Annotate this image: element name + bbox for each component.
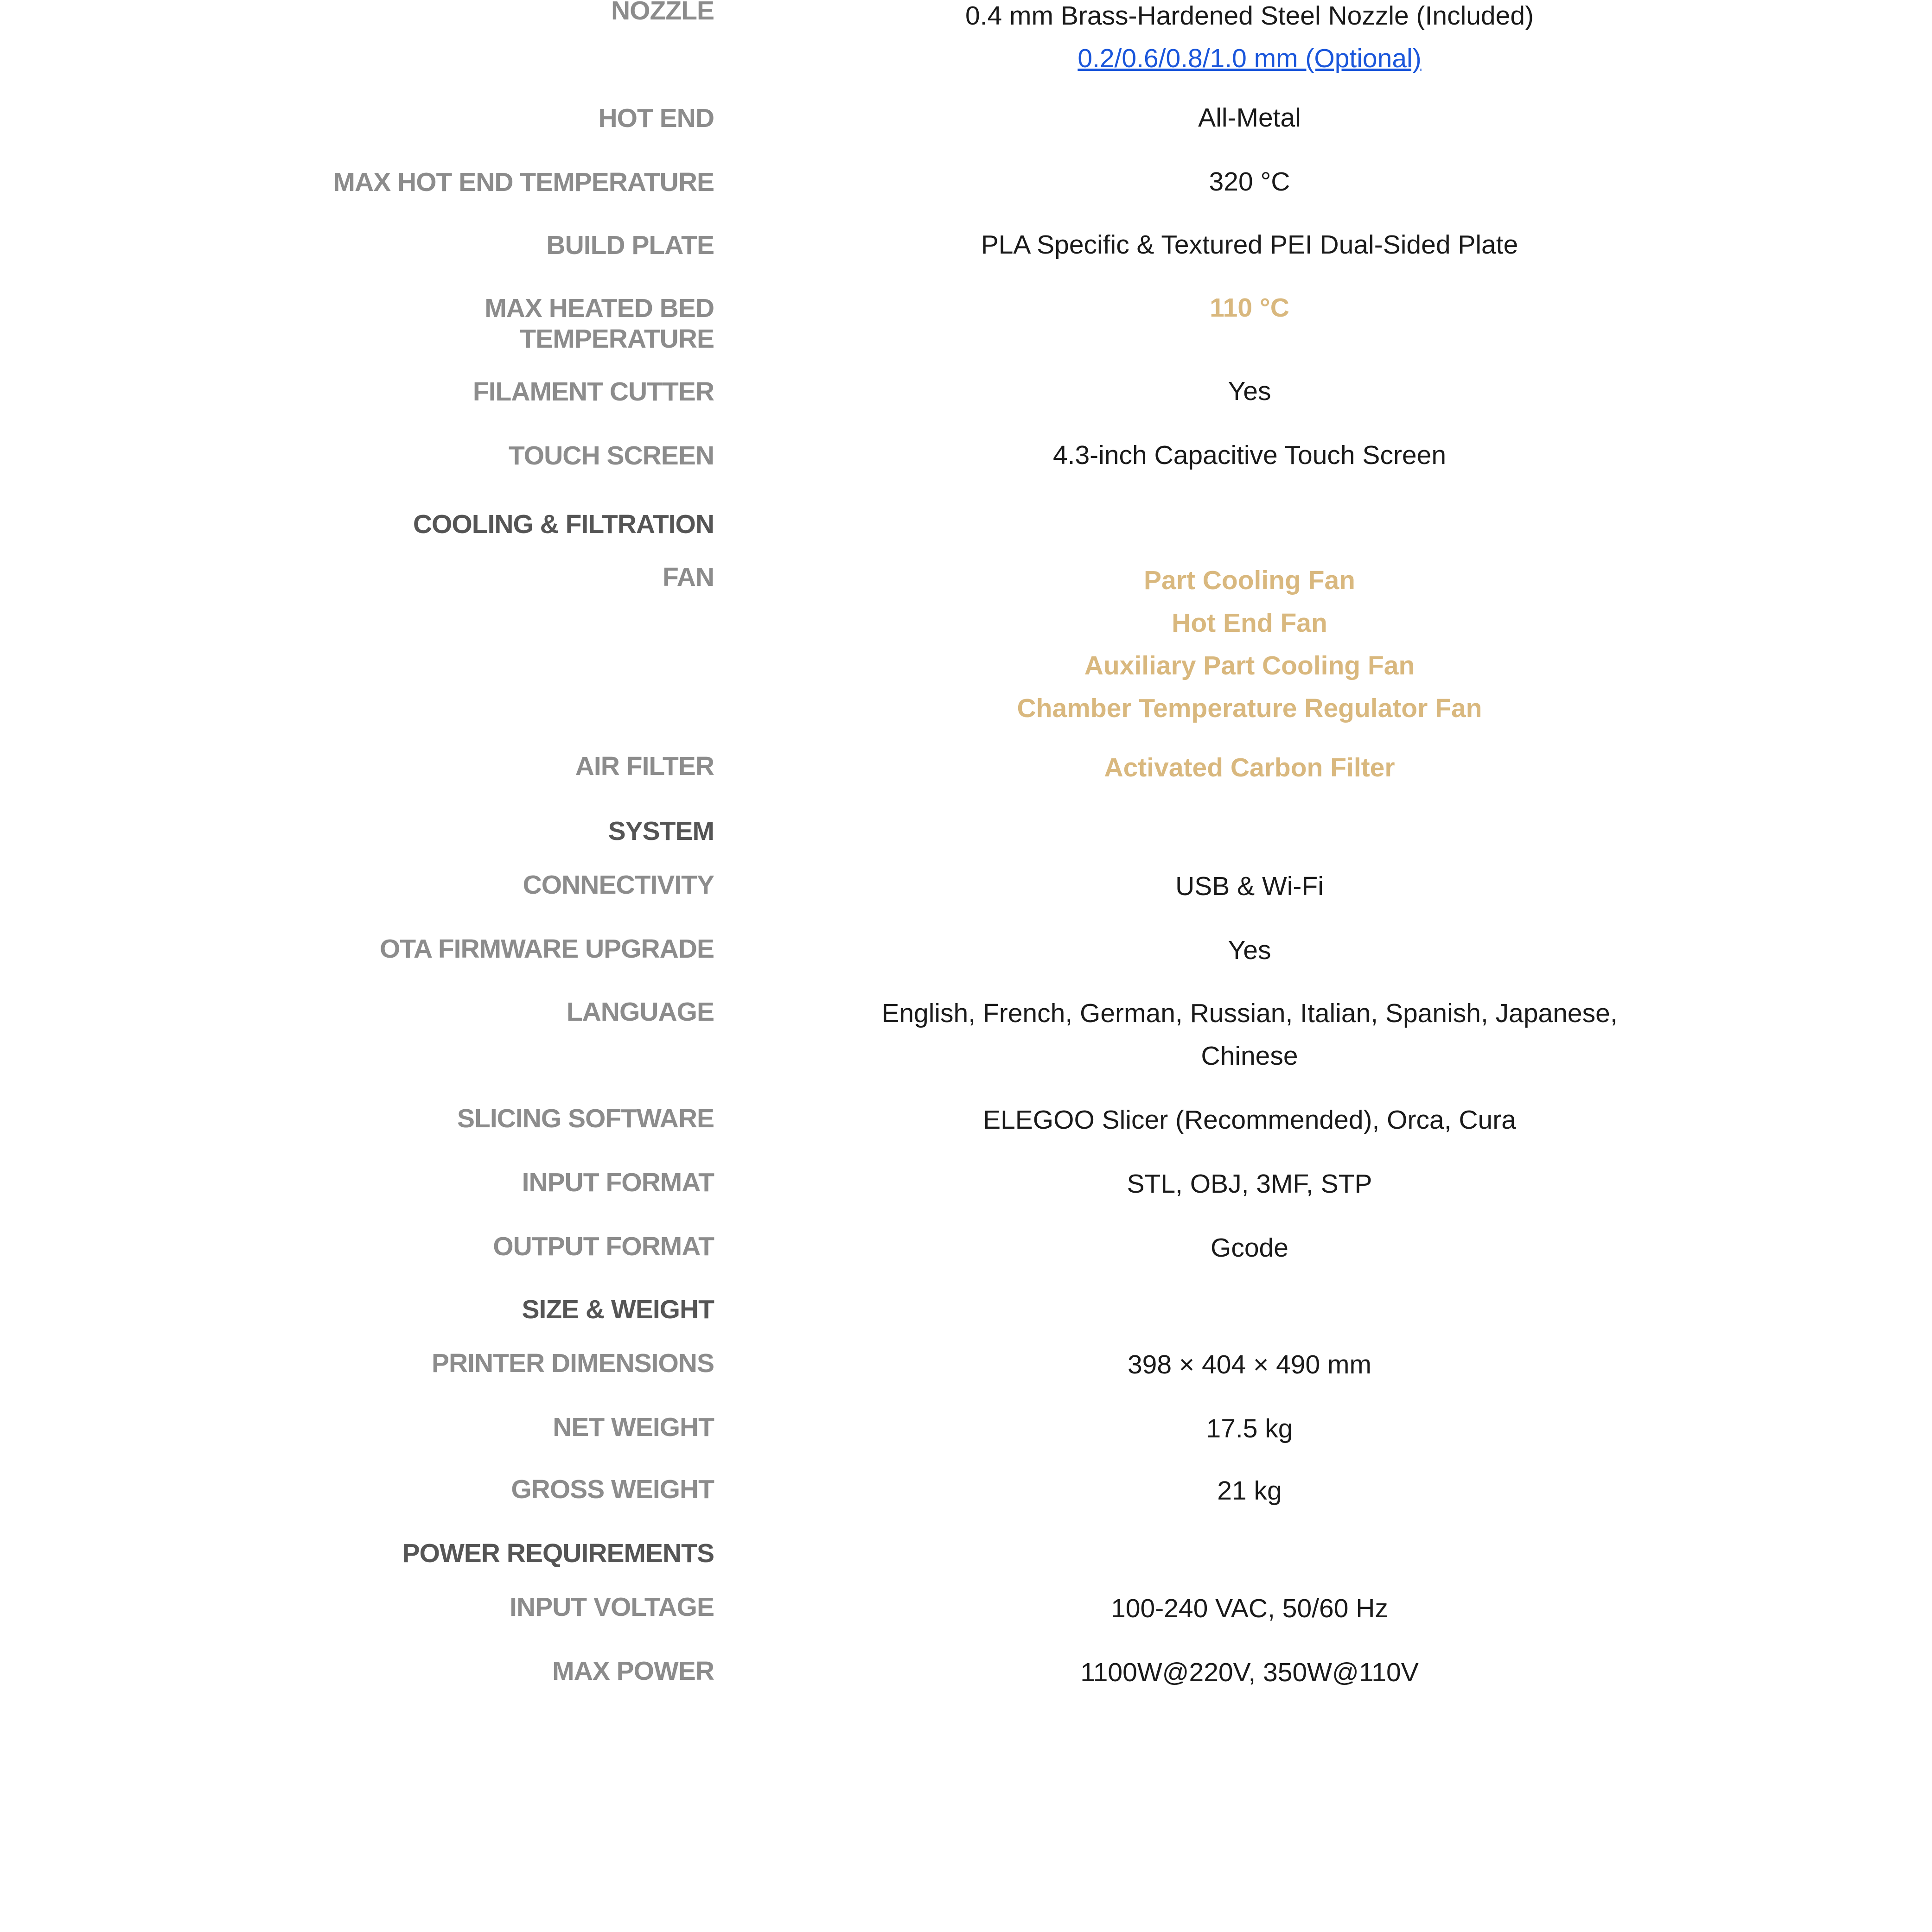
spec-label: TOUCH SCREEN (509, 441, 714, 470)
spec-value: ELEGOO Slicer (Recommended), Orca, Cura (983, 1105, 1516, 1135)
spec-label: MAX POWER (552, 1656, 714, 1686)
spec-label: NET WEIGHT (553, 1412, 714, 1442)
spec-label: PRINTER DIMENSIONS (431, 1348, 714, 1378)
spec-value: Yes (1228, 935, 1271, 965)
spec-value: 17.5 kg (1206, 1414, 1293, 1443)
spec-label: NOZZLE (611, 0, 714, 25)
spec-label: OUTPUT FORMAT (493, 1232, 714, 1261)
spec-value-line: 0.4 mm Brass-Hardened Steel Nozzle (Included) (965, 1, 1534, 31)
spec-value: 21 kg (1217, 1476, 1282, 1506)
spec-value: 398 × 404 × 490 mm (1127, 1350, 1372, 1379)
spec-value-line: English, French, German, Russian, Italian, Spanish, Japanese, (881, 998, 1618, 1028)
spec-label: BUILD PLATE (546, 230, 714, 260)
spec-value-fan-list (788, 559, 1711, 730)
spec-label-line: MAX HEATED BED (485, 293, 714, 323)
spec-value: Activated Carbon Filter (1104, 753, 1395, 782)
spec-label: FILAMENT CUTTER (472, 377, 714, 407)
spec-label: INPUT FORMAT (522, 1168, 714, 1197)
spec-label-line: TEMPERATURE (520, 324, 714, 354)
spec-value: PLA Specific & Textured PEI Dual-Sided Plate (981, 230, 1518, 260)
spec-value (788, 992, 1711, 1077)
fan-item: Auxiliary Part Cooling Fan (1084, 651, 1415, 680)
spec-value: 4.3-inch Capacitive Touch Screen (1052, 440, 1447, 470)
spec-label: GROSS WEIGHT (511, 1474, 714, 1504)
fan-item: Chamber Temperature Regulator Fan (1017, 693, 1482, 723)
spec-value: All-Metal (1198, 103, 1301, 133)
spec-value: 110 °C (1210, 293, 1289, 323)
spec-label: MAX HOT END TEMPERATURE (333, 167, 714, 197)
spec-value: 320 °C (1209, 167, 1290, 197)
spec-label: HOT END (598, 103, 714, 133)
spec-label: OTA FIRMWARE UPGRADE (380, 934, 714, 964)
spec-value: Gcode (1211, 1233, 1288, 1263)
spec-label: FAN (663, 562, 714, 592)
spec-label: CONNECTIVITY (523, 870, 714, 900)
spec-value-line: Chinese (1201, 1041, 1298, 1071)
spec-label: LANGUAGE (566, 997, 714, 1027)
spec-value: Yes (1228, 376, 1271, 406)
spec-value: STL, OBJ, 3MF, STP (1127, 1169, 1372, 1199)
spec-label (204, 293, 714, 354)
spec-label: INPUT VOLTAGE (510, 1592, 714, 1622)
spec-value: 100-240 VAC, 50/60 Hz (1111, 1594, 1388, 1623)
optional-nozzles-link[interactable]: 0.2/0.6/0.8/1.0 mm (Optional) (1078, 44, 1422, 73)
spec-label: AIR FILTER (575, 751, 714, 781)
section-title: SYSTEM (608, 816, 714, 846)
fan-item: Hot End Fan (1172, 608, 1327, 638)
section-title: COOLING & FILTRATION (413, 509, 714, 539)
spec-value: 1100W@220V, 350W@110V (1080, 1658, 1419, 1687)
spec-value (788, 0, 1711, 80)
spec-value: USB & Wi-Fi (1175, 871, 1324, 901)
fan-item: Part Cooling Fan (1144, 566, 1355, 595)
section-title: SIZE & WEIGHT (522, 1295, 714, 1324)
section-title: POWER REQUIREMENTS (402, 1538, 714, 1568)
spec-label: SLICING SOFTWARE (457, 1104, 714, 1133)
